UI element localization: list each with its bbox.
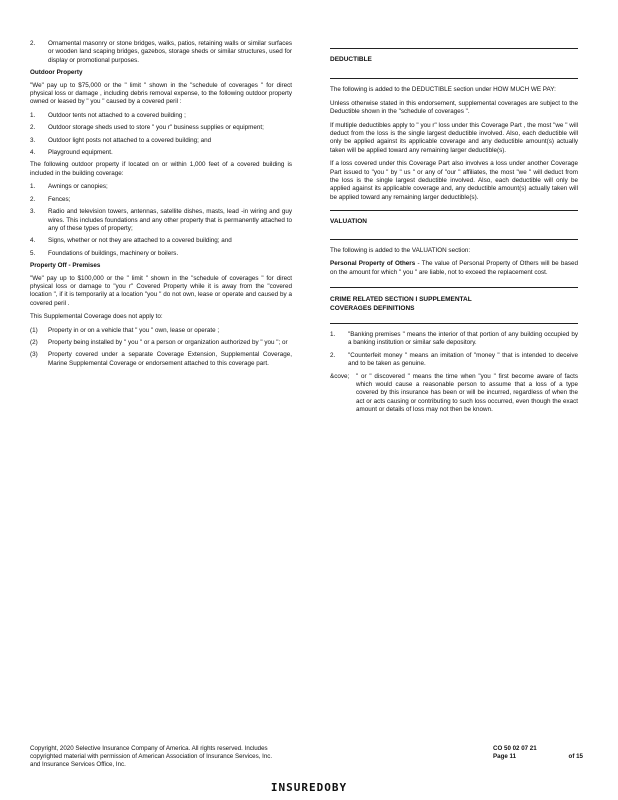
brand-watermark: INSUREDOBY: [270, 781, 348, 794]
definition-item: &cove; " or " discovered " means the time when "you " first become aware of facts which would cause a reasonable person to assume that a loss of a type covered by this insurance has been or will be incurred, regardless of when the act or acts causing or contributing to such loss occurred, even though the exact amount or details of loss may not then be known.: [330, 372, 578, 414]
not-apply-paragraph: This Supplemental Coverage does not apply to:: [30, 313, 163, 321]
list-item: (3) Property covered under a separate Coverage Extension, Supplemental Coverage, Marine Supplemental Coverage or endorsement attached to this coverage part.: [30, 351, 292, 367]
form-page-footer: [493, 745, 583, 761]
list-item: 4. Playground equipment.: [30, 149, 113, 157]
outdoor-property-heading: Outdoor Property: [30, 69, 83, 77]
deductible-section-title: DEDUCTIBLE: [330, 56, 372, 63]
section-divider: [330, 287, 578, 288]
outdoor-within-feet-paragraph: The following outdoor property if located on or within 1,000 feet of a covered building is included in the building coverage:: [30, 161, 292, 177]
section-divider: [330, 210, 578, 211]
deductible-paragraph-4: If a loss covered under this Coverage Part also involves a loss under another Coverage Part issued to "you " by " us " or any of "our " affiliates, the most "we " will deduct from the loss is the single largest deductible involved. Also, each deductible will only be applied against its applicable coverage and, any deductible amount(s) actually taken will be applied toward any remaining larger deductible(s).: [330, 160, 578, 201]
list-item: 1. Awnings or canopies;: [30, 183, 108, 191]
section-divider: [330, 78, 578, 79]
definition-item: 2. "Counterfeit money " means an imitation of "money " that is intended to deceive and to be taken as genuine.: [330, 351, 578, 368]
page-number: Page 11 of 15: [493, 753, 583, 761]
list-item: 1. Outdoor tents not attached to a covered building ;: [30, 111, 186, 119]
list-item: 5. Foundations of buildings, machinery or boilers.: [30, 249, 179, 257]
list-item: (2) Property being installed by " you " or a person or organization authorized by " you "; or: [30, 338, 288, 346]
section-divider: [330, 239, 578, 240]
valuation-paragraph-2: Personal Property of Others - The value of Personal Property of Others will be based on the amount for which " you " are liable, not to exceed the replacement cost.: [330, 260, 579, 276]
list-item: (1) Property in or on a vehicle that " you " own, lease or operate ;: [30, 326, 220, 334]
personal-property-label: Personal Property of Others: [330, 260, 416, 268]
deductible-paragraph-2: Unless otherwise stated in this endorsement, supplemental coverages are subject to the Deductible shown in the "schedule of coverages ".: [330, 99, 578, 116]
section-divider: [330, 323, 578, 324]
valuation-paragraph-1: The following is added to the VALUATION section:: [330, 246, 471, 254]
list-item: 2. Fences;: [30, 195, 71, 203]
right-column: [330, 40, 578, 419]
numbered-item: 2. Ornamental masonry or stone bridges, walks, patios, retaining walls or similar surfaces or wooden land scaping bridges, gazebos, storage sheds or similar structures, used for display or promotional purposes.: [30, 40, 292, 64]
valuation-section-title: VALUATION: [330, 218, 367, 226]
form-code: CO 50 02 07 21: [493, 745, 537, 752]
deductible-paragraph-1: The following is added to the DEDUCTIBLE section under HOW MUCH WE PAY:: [330, 86, 556, 94]
crime-definitions-title: CRIME RELATED SECTION I SUPPLEMENTAL COVERAGES DEFINITIONS: [330, 295, 472, 312]
list-item: 3. Outdoor light posts not attached to a covered building; and: [30, 136, 212, 144]
section-divider: [330, 48, 578, 49]
copyright-footer: Copyright, 2020 Selective Insurance Company of America. All rights reserved. Includes copyrighted material with permission of American Association of Insurance Services, Inc. and Insurance Services Office, Inc.: [30, 745, 273, 769]
outdoor-property-paragraph: "We" pay up to $75,000 or the " limit " shown in the "schedule of coverages " for direct physical loss or damage , including debris removal expense, to the following outdoor property owned or leased by " you " caused by a covered peril :: [30, 81, 292, 106]
definition-item: 1. "Banking premises " means the interior of that portion of any building occupied by a banking institution or similar safe depository.: [330, 330, 578, 347]
property-off-premises-heading: Property Off - Premises: [30, 262, 101, 270]
left-column: [30, 40, 292, 372]
deductible-paragraph-3: If multiple deductibles apply to " you r" loss under this Coverage Part , the most "we " will deduct from the loss is the single largest deductible involved. Also, each deductible will only be applied against its applicable coverage and any deductible amount(s) actually taken will be applied toward any remaining larger deductible(s).: [330, 121, 578, 154]
list-item: 3. Radio and television towers, antennas, satellite dishes, masts, lead -in wiring and guy wires. This includes foundations and any other property that is permanently attached to any of these types of property;: [30, 208, 292, 232]
off-premises-paragraph: "We" pay up to $100,000 or the " limit " shown in the "schedule of coverages " for direct physical loss or damage to "you r" Covered Property while it is away from the "covered location ", if it is temporarily at a location "you " do not own, lease or operate and caused by a covered peril .: [30, 274, 292, 307]
list-item: 4. Signs, whether or not they are attached to a covered building; and: [30, 237, 232, 245]
list-item: 2. Outdoor storage sheds used to store " you r" business supplies or equipment;: [30, 124, 264, 132]
